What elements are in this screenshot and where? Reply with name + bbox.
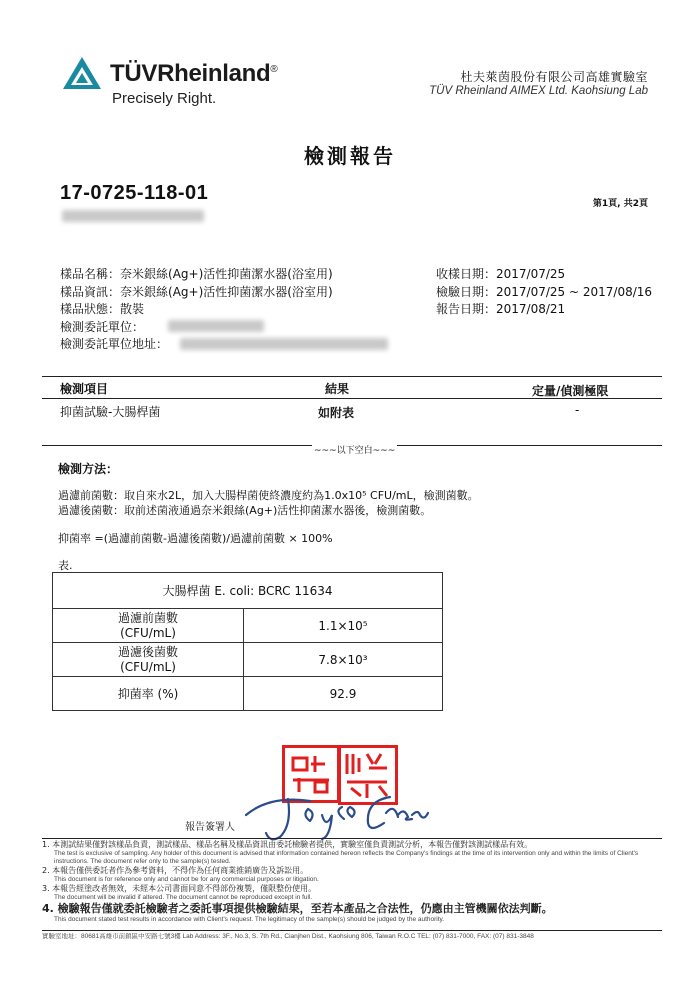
sample-dates bbox=[436, 266, 652, 319]
footer-note-3-en: The document will be invalid if altered. The document cannot be reproduced except in full. bbox=[54, 894, 313, 901]
after-count-label bbox=[53, 643, 244, 677]
report-number: 17-0725-118-01 bbox=[60, 182, 209, 204]
row-result: 如附表 bbox=[318, 406, 355, 420]
table-header-rule bbox=[42, 398, 662, 399]
lab-name-en: TÜV Rheinland AIMEX Ltd. Kaohsiung Lab bbox=[429, 85, 648, 97]
client-address-row: 檢測委託單位地址： bbox=[60, 337, 169, 351]
after-count-value: 7.8×10³ bbox=[244, 643, 443, 677]
after-label-line1: 過濾後菌數 bbox=[117, 644, 178, 659]
footer-address-rule bbox=[42, 930, 662, 931]
tuv-triangle-logo-icon bbox=[62, 56, 102, 90]
sample-state-row: 樣品狀態：散裝 bbox=[60, 302, 145, 316]
inhibition-data-table bbox=[52, 572, 443, 711]
signature-image-icon bbox=[240, 785, 430, 845]
footer-note-1-en: The test is exclusive of sampling. Any holder of this document is advised that information contained hereon reflects the Company's findings at the time of its intervention only and within the limits of Client's instructions. The document refer only to the sample(s) tested. bbox=[54, 850, 639, 865]
inhibition-rate-label: 抑菌率 (%) bbox=[53, 677, 244, 711]
inhibition-rate-value: 92.9 bbox=[244, 677, 443, 711]
redacted-address bbox=[180, 338, 388, 350]
redacted-client bbox=[168, 320, 264, 332]
row-limit: - bbox=[575, 403, 580, 417]
brand-tagline: Precisely Right. bbox=[112, 90, 217, 107]
before-label-line2: (CFU/mL) bbox=[120, 625, 176, 640]
table-row bbox=[53, 609, 443, 643]
page-indicator: 第1頁, 共2頁 bbox=[592, 199, 648, 209]
table-label: 表. bbox=[58, 559, 73, 572]
footer-note-1-zh: 1. 本測試結果僅對該樣品負責，測試樣品、樣品名稱及樣品資訊由委託檢驗者提供，實驗室僅負責測試分析，本報告僅對該測試樣品有效。 bbox=[42, 840, 533, 849]
sample-info-row: 樣品資訊：奈米銀絲(Ag+)活性抑菌潔水器(浴室用) bbox=[60, 284, 333, 299]
document-title: 檢測報告 bbox=[304, 144, 396, 168]
table-top-rule bbox=[42, 376, 662, 377]
before-count-value: 1.1×10⁵ bbox=[244, 609, 443, 643]
client-row: 檢測委託單位： bbox=[60, 319, 145, 334]
redacted-client-name bbox=[62, 210, 204, 222]
data-table-header: 大腸桿菌 E. coli: BCRC 11634 bbox=[53, 573, 443, 609]
footer-address: 實驗室地址：80681高雄市前鎮區中安路七號3樓 Lab Address: 3F., No.3, S. 7th Rd., Cianjhen Dist., Kaohsiung 806, Taiwan R.O.C TEL: (07) 831-7000, FAX: (07) 831-3848 bbox=[42, 933, 534, 940]
row-test-item: 抑菌試驗-大腸桿菌 bbox=[60, 405, 161, 419]
lab-name-zh: 杜夫萊茵股份有限公司高雄實驗室 bbox=[460, 70, 648, 84]
footer-notes bbox=[42, 840, 662, 924]
before-label-line1: 過濾前菌數 bbox=[117, 610, 178, 625]
brand-name: TÜVRheinland® bbox=[110, 60, 278, 87]
received-date-row: 收樣日期：2017/07/25 bbox=[436, 267, 566, 281]
before-count-label bbox=[53, 609, 244, 643]
after-label-line2: (CFU/mL) bbox=[120, 659, 176, 674]
footer-top-rule bbox=[42, 838, 662, 839]
footer-note-4-en: This document stated test results in accordance with Client's request. The legitimacy of the sample(s) should be judged by the authority. bbox=[54, 916, 445, 923]
table-row bbox=[53, 677, 443, 711]
blank-note: ~~~以下空白~~~ bbox=[312, 443, 397, 456]
col-limit: 定量/偵測極限 bbox=[532, 384, 609, 398]
footer-note-2-zh: 2. 本報告僅供委託者作為參考資料，不得作為任何商業推銷廣告及訴訟用。 bbox=[42, 866, 309, 875]
footer-note-2-en: This document is for reference only and cannot be for any commercial purposes or litigation. bbox=[54, 876, 319, 883]
footer-note-3-zh: 3. 本報告經塗改者無效，未經本公司書面同意不得部份複製，僅限整份使用。 bbox=[42, 884, 317, 893]
method-line-2: 過濾後菌數：取前述菌液通過奈米銀絲(Ag+)活性抑菌潔水器後，檢測菌數。 bbox=[58, 504, 432, 517]
sample-name-row: 樣品名稱：奈米銀絲(Ag+)活性抑菌潔水器(浴室用) bbox=[60, 267, 333, 281]
table-row bbox=[53, 643, 443, 677]
col-test-item: 檢測項目 bbox=[60, 382, 109, 396]
report-date-row: 報告日期：2017/08/21 bbox=[436, 302, 566, 316]
test-date-row: 檢驗日期：2017/07/25 ~ 2017/08/16 bbox=[436, 284, 653, 299]
signatory-label: 報告簽署人 bbox=[185, 822, 235, 833]
col-result: 結果 bbox=[325, 382, 350, 396]
footer-note-4-zh: 4. 檢驗報告僅就委託檢驗者之委託事項提供檢驗結果，至若本產品之合法性，仍應由主管機關依法判斷。 bbox=[42, 902, 553, 915]
method-line-1: 過濾前菌數：取自來水2L，加入大腸桿菌使終濃度約為1.0x10⁵ CFU/mL，檢測菌數。 bbox=[58, 489, 479, 502]
method-heading: 檢測方法： bbox=[58, 462, 119, 476]
inhibition-formula: 抑菌率 =(過濾前菌數-過濾後菌數)/過濾前菌數 × 100% bbox=[58, 532, 333, 545]
